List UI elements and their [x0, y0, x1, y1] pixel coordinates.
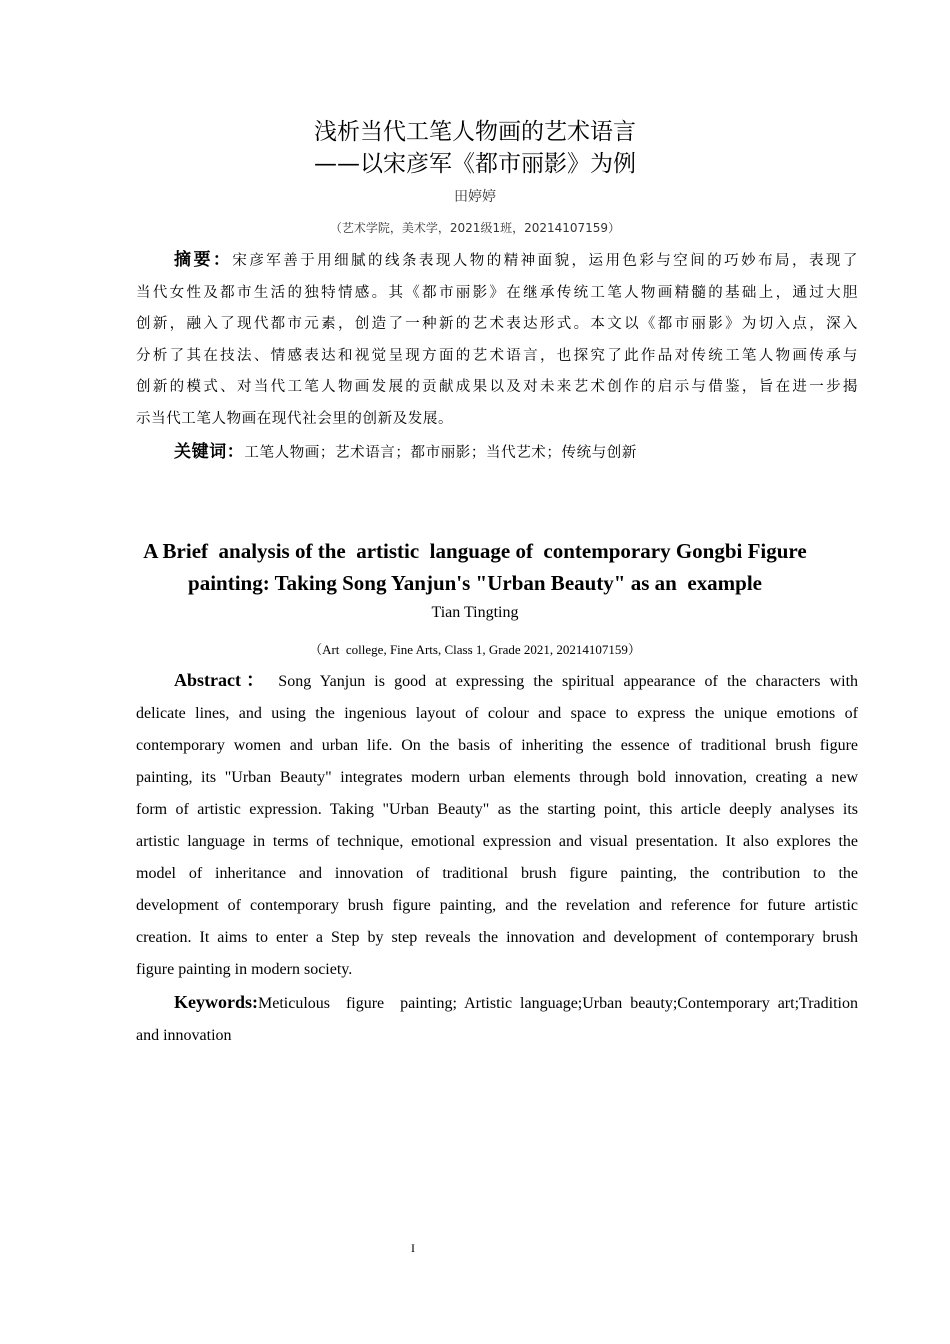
en-abstract-line: model of inheritance and innovation of traditional brush figure painting, the contribution to the	[136, 865, 858, 882]
cn-abstract-line: 示当代工笔人物画在现代社会里的创新及发展。	[136, 410, 454, 427]
cn-abstract-line: 创新，融入了现代都市元素，创造了一种新的艺术表达形式。本文以《都市丽影》为切入点，深入	[136, 316, 858, 332]
en-abstract-line: development of contemporary brush figure painting, and the revelation and reference for future artistic	[136, 897, 858, 914]
cn-title-line1: 浅析当代工笔人物画的艺术语言	[314, 119, 636, 145]
cn-author: 田婷婷	[454, 189, 496, 205]
en-title-line2: painting: Taking Song Yanjun's "Urban Beauty" as an example	[188, 571, 762, 595]
en-keywords-line: Meticulous figure painting; Artistic language;Urban beauty;Contemporary art;Tradition	[258, 995, 858, 1012]
en-abstract-line: contemporary women and urban life. On the basis of inheriting the essence of traditional brush figure	[136, 737, 858, 754]
cn-affiliation: （艺术学院，美术学，2021级1班，20214107159）	[329, 221, 621, 235]
en-abstract-line: form of artistic expression. Taking "Urban Beauty" as the starting point, this article deeply analyses its	[136, 801, 858, 818]
en-affiliation: （Art college, Fine Arts, Class 1, Grade 2021, 20214107159）	[309, 642, 641, 657]
cn-abstract	[136, 245, 858, 470]
en-abstract-line: artistic language in terms of technique, emotional expression and visual presentation. It also explores the	[136, 833, 858, 850]
en-keywords-line: and innovation	[136, 1027, 232, 1044]
en-abstract-line: creation. It aims to enter a Step by step reveals the innovation and development of contemporary brush	[136, 929, 858, 946]
cn-keywords-label: 关键词：	[174, 442, 245, 462]
cn-abstract-label: 摘要：	[174, 250, 233, 270]
en-abstract-line: Song Yanjun is good at expressing the spiritual appearance of the characters with	[278, 673, 859, 690]
en-abstract-line: painting, its "Urban Beauty" integrates modern urban elements through bold innovation, creating a new	[136, 769, 858, 786]
cn-abstract-line: 分析了其在技法、情感表达和视觉呈现方面的艺术语言，也探究了此作品对传统工笔人物画传承与	[136, 347, 858, 364]
en-abstract-label: Abstract：	[174, 670, 270, 690]
cn-abstract-line: 创新的模式、对当代工笔人物画发展的贡献成果以及对未来艺术创作的启示与借鉴，旨在进一步揭	[136, 379, 858, 395]
en-abstract-line: figure painting in modern society.	[136, 961, 353, 978]
cn-title-line2: ——以宋彦军《都市丽影》为例	[314, 151, 636, 177]
cn-keywords: 工笔人物画；艺术语言；都市丽影；当代艺术；传统与创新	[244, 445, 638, 461]
cn-abstract-line: 当代女性及都市生活的独特情感。其《都市丽影》在继承传统工笔人物画精髓的基础上，通过大胆	[136, 284, 858, 301]
en-title-line1: A Brief analysis of the artistic language of contemporary Gongbi Figure	[143, 539, 807, 563]
en-author: Tian Tingting	[431, 604, 519, 621]
en-abstract	[136, 664, 858, 1052]
en-keywords-label: Keywords:	[174, 992, 258, 1012]
cn-title	[0, 116, 950, 180]
cn-abstract-line: 宋彦军善于用细腻的线条表现人物的精神面貌，运用色彩与空间的巧妙布局，表现了	[232, 253, 858, 269]
en-abstract-line: delicate lines, and using the ingenious layout of colour and space to express the unique emotions of	[136, 705, 858, 722]
en-title	[0, 535, 950, 599]
page-number: I	[411, 1241, 415, 1255]
